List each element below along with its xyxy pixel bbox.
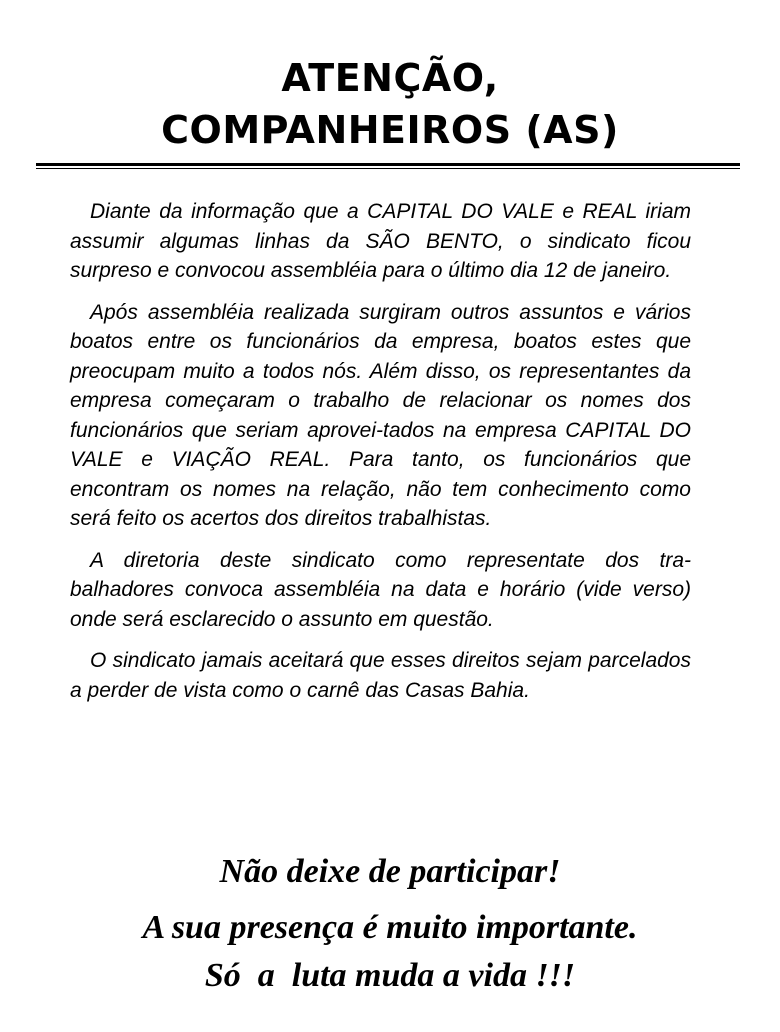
closing-line-1: Não deixe de participar! (219, 853, 561, 890)
paragraph-4: O sindicato jamais aceitará que esses direitos sejam parcelados a perder de vista como o carnê das Casas Bahia. (70, 649, 691, 702)
closing-message (0, 848, 780, 1000)
body-text (70, 197, 691, 717)
paragraph-2: Após assembléia realizada surgiram outros assuntos e vários boatos entre os funcionários da empresa, boatos estes que preocupam muito a todos nós. Além disso, os representantes da empresa começaram o trabalho de relacionar os nomes dos funcionários que seriam aprovei-tados na empresa CAPITAL DO VALE e VIAÇÃO REAL. Para tanto, os funcionários que encontram os nomes na relação, não tem conhecimento como será feito os acertos dos direitos trabalhistas. (70, 300, 691, 530)
title-line-2: COMPANHEIROS (AS) (161, 108, 619, 152)
paragraph-1: Diante da informação que a CAPITAL DO VALE e REAL iriam assumir algumas linhas da SÃO BENTO, o sindicato ficou surpreso e convocou assembléia para o último dia 12 de janeiro. (70, 200, 691, 282)
title-divider-thick (36, 163, 740, 166)
closing-line-3: Só a luta muda a vida !!! (204, 957, 576, 994)
closing-line-2: A sua presença é muito importante. (142, 909, 638, 946)
paragraph-3: A diretoria deste sindicato como representate dos tra-balhadores convoca assembléia na data e horário (vide verso) onde será esclarecido o assunto em questão. (70, 548, 691, 631)
page-title (0, 52, 780, 156)
title-line-1: ATENÇÃO, (281, 56, 499, 100)
title-divider-thin (36, 168, 740, 169)
